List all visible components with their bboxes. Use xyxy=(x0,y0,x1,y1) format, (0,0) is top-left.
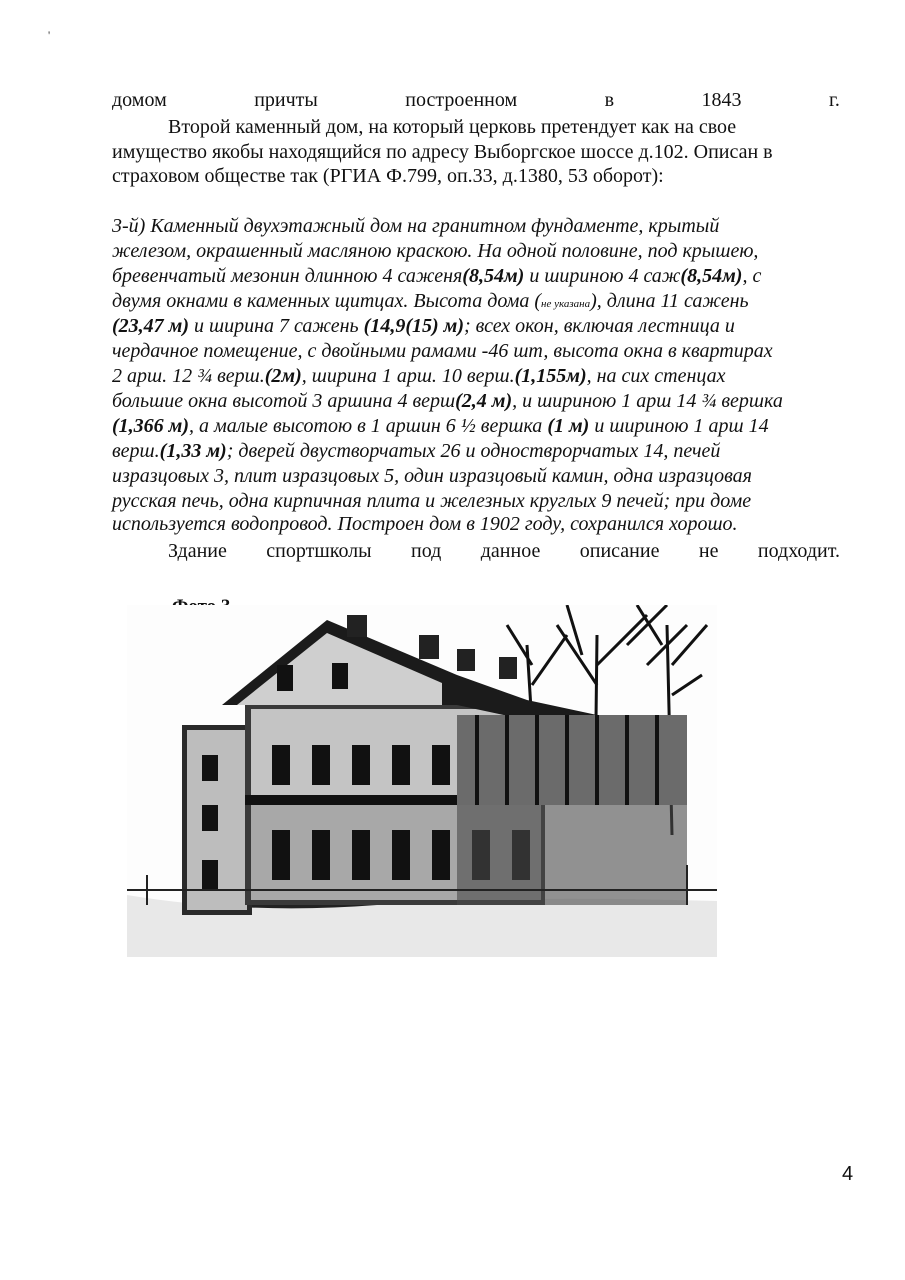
text-line-4: страховом обществе так (РГИА Ф.799, оп.33, д.1380, 53 оборот): xyxy=(112,165,664,187)
quote-line-3: бревенчатый мезонин длинною 4 саженя(8,54м) и шириною 4 саж(8,54м), с xyxy=(112,265,762,287)
quote-line-5: (23,47 м) и ширина 7 сажень (14,9(15) м); всех окон, включая лестница и xyxy=(112,315,735,337)
word: построенном xyxy=(405,89,518,111)
word: причты xyxy=(254,89,318,111)
quote-line-9: (1,366 м), а малые высотою в 1 аршин 6 ½ вершка (1 м) и шириною 1 арш 14 xyxy=(112,415,769,437)
quote-line-11: изразцовых 3, плит изразцовых 5, один изразцовый камин, одна изразцовая xyxy=(112,465,752,487)
word: 1843 xyxy=(701,89,742,111)
quote-line-7: 2 арш. 12 ¾ верш.(2м), ширина 1 арш. 10 верш.(1,155м), на сих стенцах xyxy=(112,365,726,387)
word: г. xyxy=(828,89,840,111)
word: в xyxy=(604,89,615,111)
page-number: 4 xyxy=(842,1163,854,1185)
quote-line-13: используется водопровод. Построен дом в 1902 году, сохранился хорошо. xyxy=(112,513,738,535)
text-line-1 xyxy=(112,88,840,112)
quote-line-1: 3-й) Каменный двухэтажный дом на гранитном фундаменте, крытый xyxy=(112,215,720,237)
quote-line-6: чердачное помещение, с двойными рамами -46 шт, высота окна в квартирах xyxy=(112,340,773,362)
quote-line-10: верш.(1,33 м); дверей двустворчатых 26 и одностврорчатых 14, печей xyxy=(112,440,721,462)
building-photo xyxy=(127,605,717,957)
scan-speck: ' xyxy=(48,28,51,42)
quote-line-2: железом, окрашенный масляною краскою. На одной половине, под крышею, xyxy=(112,240,759,262)
word: домом xyxy=(112,89,167,111)
quote-line-12: русская печь, одна кирпичная плита и железных круглых 9 печей; при доме xyxy=(112,490,752,512)
text-line-2: Второй каменный дом, на который церковь претендует как на свое xyxy=(168,116,737,138)
quote-line-4: двумя окнами в каменных щитцах. Высота дома (не указана), длина 11 сажень xyxy=(112,290,749,312)
conclusion-line: Здание спортшколы под данное описание не подходит. xyxy=(168,540,840,562)
quote-line-8: большие окна высотой 3 аршина 4 верш(2,4 м), и шириною 1 арш 14 ¾ вершка xyxy=(112,390,783,412)
text-line-3: имущество якобы находящийся по адресу Выборгское шоссе д.102. Описан в xyxy=(112,141,773,163)
